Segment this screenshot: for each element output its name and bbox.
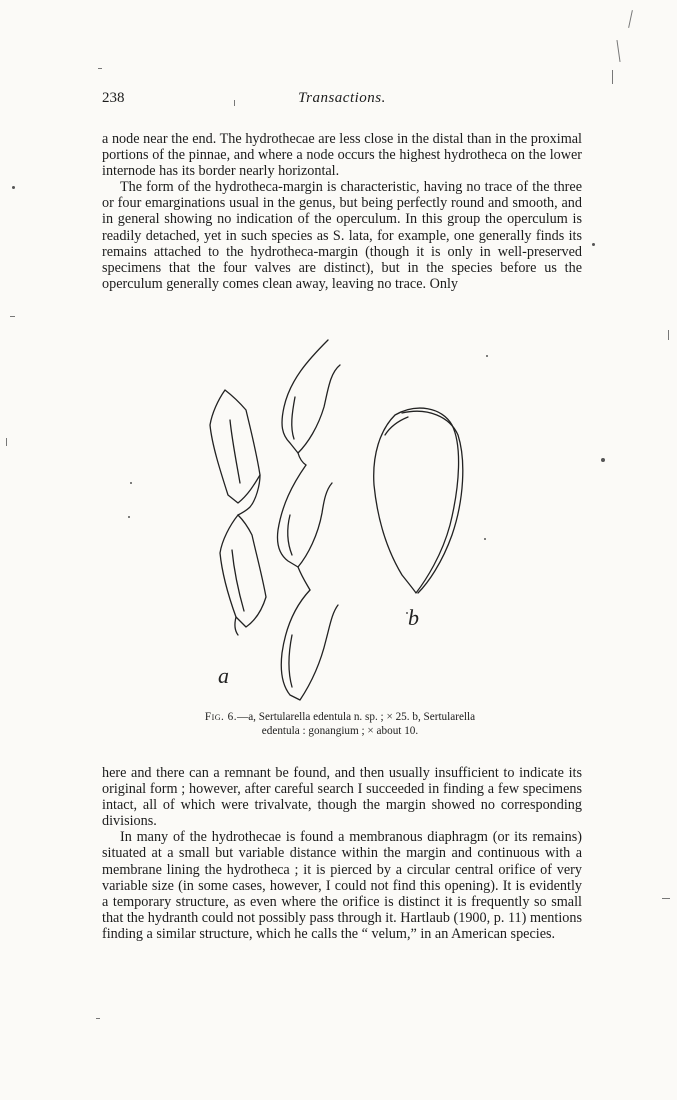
scan-mark	[234, 100, 235, 106]
stem-outline	[298, 453, 306, 465]
hydrotheca-outline	[288, 515, 292, 555]
scan-mark	[6, 438, 7, 446]
scan-mark	[616, 40, 620, 62]
scan-speck	[128, 516, 130, 518]
scan-mark	[10, 316, 15, 317]
page-number: 238	[102, 90, 125, 106]
caption-line-2: edentula : gonangium ; × about 10.	[261, 725, 419, 737]
scan-mark	[98, 68, 102, 69]
figure-caption	[120, 710, 560, 738]
stem-outline	[235, 617, 238, 635]
hydrotheca-outline	[230, 420, 240, 483]
hydrotheca-outline	[289, 635, 292, 687]
caption-line-1: —a, Sertularella edentula n. sp. ; × 25. b, Sertularella	[237, 711, 476, 723]
scan-mark	[668, 330, 669, 340]
paragraph: here and there can a remnant be found, and then usually insufficient to indicate its original form ; however, after careful search I succeeded in finding a few specimens intact, all of which were trivalvate, though the margin showed no corresponding divisions.	[102, 765, 582, 830]
figure-label-a: a	[218, 663, 229, 688]
scan-mark	[96, 1018, 100, 1019]
gonangium-outline	[374, 408, 459, 593]
running-title: Transactions.	[298, 90, 386, 106]
scan-speck	[130, 482, 132, 484]
hydrotheca-outline	[282, 340, 340, 453]
hydrotheca-drawing	[180, 335, 510, 705]
paragraph: a node near the end. The hydrothecae are less close in the distal than in the proximal portions of the pinnae, and where a node occurs the highest hydrotheca on the lower internode has its border nearly horizontal.	[102, 131, 582, 180]
hydrotheca-outline	[210, 390, 260, 503]
stem-outline	[298, 567, 310, 590]
scan-speck	[406, 612, 408, 614]
paragraph: The form of the hydrotheca-margin is characteristic, having no trace of the three or four emarginations usual in the genus, but being perfectly round and smooth, and in general showing no indication of the operculum. In this group the operculum is readily detached, yet in such species as S. lata, for example, one generally finds its remains attached to the hydrotheca-margin (though it is only in well-preserved specimens that the four valves are distinct), but in the species before us the operculum generally comes clean away, leaving no trace. Only	[102, 179, 582, 292]
gonangium-outline	[385, 417, 408, 435]
figure-6	[180, 335, 510, 705]
paragraph: In many of the hydrothecae is found a membranous diaphragm (or its remains) situated at a small but variable distance within the margin and continuous with a membrane lining the hydrotheca ; it is pierced by a circular central orifice of very variable size (in some cases, however, I could not find this opening). It is evidently a temporary structure, as even where the orifice is distinct it is frequently so small that the hydranth could not possibly pass through it. Hartlaub (1900, p. 11) mentions finding a similar structure, which he calls the “ velum,” in an American species.	[102, 829, 582, 942]
gonangium-outline	[402, 411, 463, 593]
figure-label-b: b	[408, 605, 419, 630]
caption-fig-label: Fig. 6.	[204, 711, 238, 723]
hydrotheca-outline	[232, 550, 244, 611]
scan-mark	[628, 10, 633, 28]
scan-speck	[486, 355, 488, 357]
scan-speck	[601, 458, 605, 462]
scan-speck	[484, 538, 486, 540]
scan-mark	[662, 898, 670, 899]
hydrotheca-outline	[220, 515, 266, 627]
scan-speck	[12, 186, 15, 189]
page-header	[102, 90, 582, 114]
hydrotheca-outline	[277, 465, 332, 567]
body-text-bottom	[102, 765, 582, 942]
body-text-top	[102, 131, 582, 292]
scan-speck	[592, 243, 595, 246]
scan-mark	[612, 70, 613, 84]
hydrotheca-outline	[292, 397, 295, 439]
